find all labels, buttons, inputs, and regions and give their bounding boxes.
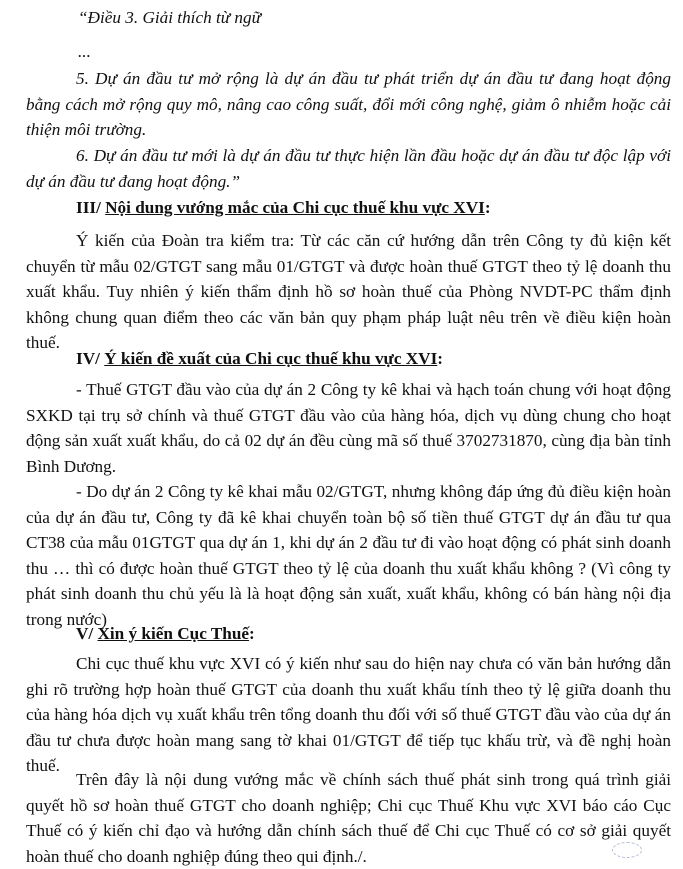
quoted-item-5 <box>26 66 677 143</box>
section-4-number: IV/ <box>76 349 100 368</box>
quoted-ellipsis: ... <box>78 42 91 61</box>
quoted-item-5-text: 5. Dự án đầu tư mở rộng là dự án đầu tư phát triển dự án đầu tư đang hoạt động bằng cách mở rộng quy mô, nâng cao công suất, đổi mới công nghệ, giảm ô nhiễm hoặc cải thiện môi trường. <box>26 69 671 140</box>
section-3-heading <box>76 195 491 221</box>
quoted-item-6-text: 6. Dự án đầu tư mới là dự án đầu tư thực hiện lần đầu hoặc dự án đầu tư độc lập với dự án đầu tư đang hoạt động.” <box>26 146 671 191</box>
section-5-body-2 <box>26 767 677 869</box>
section-4-body-2 <box>26 479 677 633</box>
quoted-item-6 <box>26 143 677 194</box>
section-4-colon: : <box>437 349 444 368</box>
section-3-paragraph: Ý kiến của Đoàn tra kiểm tra: Từ các căn cứ hướng dẫn trên Công ty đủ kiện kết chuyển từ mẫu 02/GTGT sang mẫu 01/GTGT và được hoàn thuế GTGT theo tỷ lệ doanh thu xuất khẩu. Tuy nhiên ý kiến thẩm định hồ sơ hoàn thuế của Phòng NVDT-PC thẩm định không chung quan điểm theo các văn bản quy phạm pháp luật nêu trên về điều kiện hoàn thuế. <box>26 231 671 353</box>
section-3-body <box>26 228 677 356</box>
section-4-paragraph-2: - Do dự án 2 Công ty kê khai mẫu 02/GTGT, nhưng không đáp ứng đủ điều kiện hoàn của dự án đầu tư, Công ty đã kê khai chuyển toàn bộ số tiền thuế GTGT dự án đầu tư qua CT38 của mẫu 01GTGT qua dự án 1, khi dự án 2 đầu tư đi vào hoạt động có phát sinh doanh thu … thì có được hoàn thuế GTGT theo tỷ lệ của doanh thu xuất khẩu không ? (Vì công ty phát sinh doanh thu chủ yếu là là hoạt động sản xuất, xuất khẩu, không có bán hàng nội địa trong nước) <box>26 482 671 629</box>
section-4-heading <box>76 346 443 372</box>
section-5-paragraph-1: Chi cục thuế khu vực XVI có ý kiến như sau do hiện nay chưa có văn bản hướng dẫn ghi rõ trường hợp hoàn thuế GTGT của doanh thu xuất khẩu tính theo tỷ lệ giữa doanh thu của hàng hóa dịch vụ xuất khẩu trên tổng doanh thu đối với số thuế GTGT đầu vào của dự án đầu tư chưa được hoàn mang sang tờ khai 01/GTGT để tiếp tục khấu trừ, và đề nghị hoàn thuế. <box>26 654 671 776</box>
section-5-body-1 <box>26 651 677 779</box>
section-5-heading <box>76 621 255 647</box>
section-5-paragraph-2: Trên đây là nội dung vướng mắc về chính sách thuế phát sinh trong quá trình giải quyết hồ sơ hoàn thuế GTGT cho doanh nghiệp; Chi cục Thuế Khu vực XVI báo cáo Cục Thuế có ý kiến chỉ đạo và hướng dẫn chính sách thuế để Chi cục Thuế có cơ sở giải quyết hoàn thuế cho doanh nghiệp đúng theo qui định./. <box>26 770 671 866</box>
section-5-number: V/ <box>76 624 94 643</box>
section-4-paragraph-1: - Thuế GTGT đầu vào của dự án 2 Công ty kê khai và hạch toán chung với hoạt động SXKD tại trụ sở chính và thuế GTGT đầu vào của hàng hóa, dịch vụ dùng chung cho hoạt động sản xuất xuất khẩu, do cả 02 dự án đều cùng mã số thuế 3702731870, cùng địa bàn tỉnh Bình Dương. <box>26 380 671 476</box>
quoted-article-title: “Điều 3. Giải thích từ ngữ <box>78 8 261 27</box>
section-5-title: Xin ý kiến Cục Thuế <box>97 624 250 643</box>
section-3-title: Nội dung vướng mắc của Chi cục thuế khu vực XVI <box>105 198 485 217</box>
faint-stamp-mark <box>612 842 642 858</box>
section-4-title: Ý kiến đề xuất của Chi cục thuế khu vực XVI <box>104 349 438 368</box>
section-4-body-1 <box>26 377 677 479</box>
section-3-colon: : <box>484 198 491 217</box>
section-5-colon: : <box>249 624 255 643</box>
section-3-number: III/ <box>76 198 101 217</box>
